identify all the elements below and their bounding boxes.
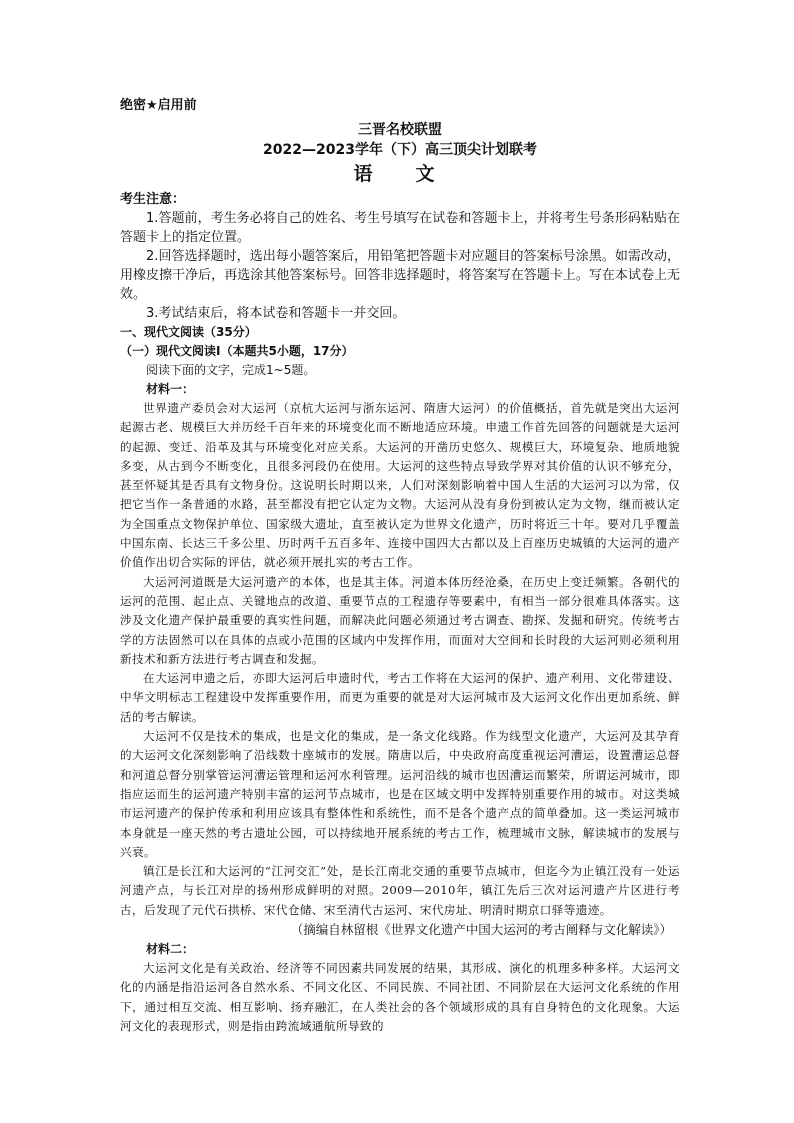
section-title: 一、现代文阅读（35分） — [120, 325, 257, 339]
material-1-label: 材料一： — [146, 382, 195, 396]
exam-title: 2022—2023学年（下）高三顶尖计划联考 — [263, 142, 537, 158]
material-1-paragraph-3: 在大运河申遗之后，亦即大运河后申遗时代，考古工作将在大运河的保护、遗产利用、文化带建设、中华文明标志工程建设中发挥重要作用，而更为重要的就是对大运河城市及大运河文化作出更加系统、鲜活的考古解读。 — [120, 671, 680, 724]
material-2-paragraph-1: 大运河文化是有关政治、经济等不同因素共同发展的结果，其形成、演化的机理多种多样。大运河文化的内涵是指沿运河各自然水系、不同文化区、不同民族、不同社团、不同阶层在大运河文化系统的作用下，通过相互交流、相互影响、扬弃融汇，在人类社会的各个领域形成的具有自身特色的文化现象。大运河文化的表现形式，则是指由跨流域通航所导致的 — [120, 961, 680, 1033]
material-1-paragraph-5: 镇江是长江和大运河的“江河交汇”处，是长江南北交通的重要节点城市，但迄今为止镇江没有一处运河遗产点，与长江对岸的扬州形成鲜明的对照。2009—2010年，镇江先后三次对运河遗产片区进行考古，后发现了元代石拱桥、宋代仓储、宋至清代古运河、宋代房址、明清时期京口驿等遗迹。 — [120, 864, 680, 917]
subject-title: 语 文 — [353, 163, 447, 185]
material-2-label: 材料二： — [146, 942, 195, 957]
material-1-paragraph-1: 世界遗产委员会对大运河（京杭大运河与浙东运河、隋唐大运河）的价值概括，首先就是突出大运河起源古老、规模巨大并历经千百年来的环境变化而不断地适应环境。申遗工作首先回答的问题就是大运河的起源、变迁、沿革及其与环境变化对应关系。大运河的开凿历史悠久、规模巨大，环境复杂、地质地貌多变，从古到今不断变化，且很多河段仍在使用。大运河的这些特点导致学界对其价值的认识不够充分，甚至怀疑其是否具有文物身份。这说明长时期以来，人们对深刻影响着中国人生活的大运河习以为常，仅把它当作一条普通的水路，甚至都没有把它认定为文物。大运河从没有身份到被认定为文物，继而被认定为全国重点文物保护单位、国家级大遗址，直至被认定为世界文化遗产，历时将近三十年。要对几乎覆盖中国东南、长达三千多公里、历时两千五百多年、连接中国四大古都以及上百座历史城镇的大运河的遗产价值作出切合实际的评估，就必须开展扎实的考古工作。 — [120, 401, 680, 570]
page-content — [120, 96, 680, 1036]
reading-instruction: 阅读下面的文字，完成1~5题。 — [146, 363, 316, 377]
notice-item-2: 2.回答选择题时，选出每小题答案后，用铅笔把答题卡对应题目的答案标号涂黑。如需改动，用橡皮擦干净后，再选涂其他答案标号。回答非选择题时，将答案写在答题卡上。写在本试卷上无效。 — [120, 249, 680, 302]
section-subtitle: （一）现代文阅读Ⅰ（本题共5小题，17分） — [120, 344, 354, 358]
confidential-mark: 绝密★启用前 — [120, 98, 197, 113]
material-1-paragraph-2: 大运河河道既是大运河遗产的本体，也是其主体。河道本体历经沧桑，在历史上变迁频繁。各朝代的运河的范围、起止点、关键地点的改道、重要节点的工程遗存等要素中，有相当一部分很难具体落实。这涉及文化遗产保护最重要的真实性问题，而解决此问题必须通过考古调查、勘探、发掘和研究。传统考古学的方法固然可以在具体的点或小范围的区域内中发挥作用，而面对大空间和长时段的大运河则必须利用新技术和新方法进行考古调查和发掘。 — [120, 574, 680, 666]
notice-item-1: 1.答题前，考生务必将自己的姓名、考生号填写在试卷和答题卡上，并将考生号条形码粘贴在答题卡上的指定位置。 — [120, 211, 680, 245]
notice-item-3: 3.考试结束后，将本试卷和答题卡一并交回。 — [146, 306, 406, 321]
notice-title: 考生注意： — [120, 192, 186, 207]
material-1-paragraph-4: 大运河不仅是技术的集成，也是文化的集成，是一条文化线路。作为线型文化遗产，大运河及其孕育的大运河文化深刻影响了沿线数十座城市的发展。隋唐以后，中央政府高度重视运河漕运，设置漕运总督和河道总督分别掌管运河漕运管理和运河水利管理。运河沿线的城市也因漕运而繁荣，所谓运河城市，即指应运而生的运河遗产特别丰富的运河节点城市，也是在区域文明中发挥特别重要作用的城市。对这类城市运河遗产的保护传承和利用应该具有整体性和系统性，而不是各个遗产点的简单叠加。这一类运河城市本身就是一座天然的考古遗址公园，可以持续地开展系统的考古工作，梳理城市文脉，解读城市的发展与兴衰。 — [120, 729, 680, 859]
material-1-source: （摘编自林留根《世界文化遗产中国大运河的考古阐释与文化解读》） — [290, 922, 672, 938]
alliance-title: 三晋名校联盟 — [358, 122, 442, 138]
